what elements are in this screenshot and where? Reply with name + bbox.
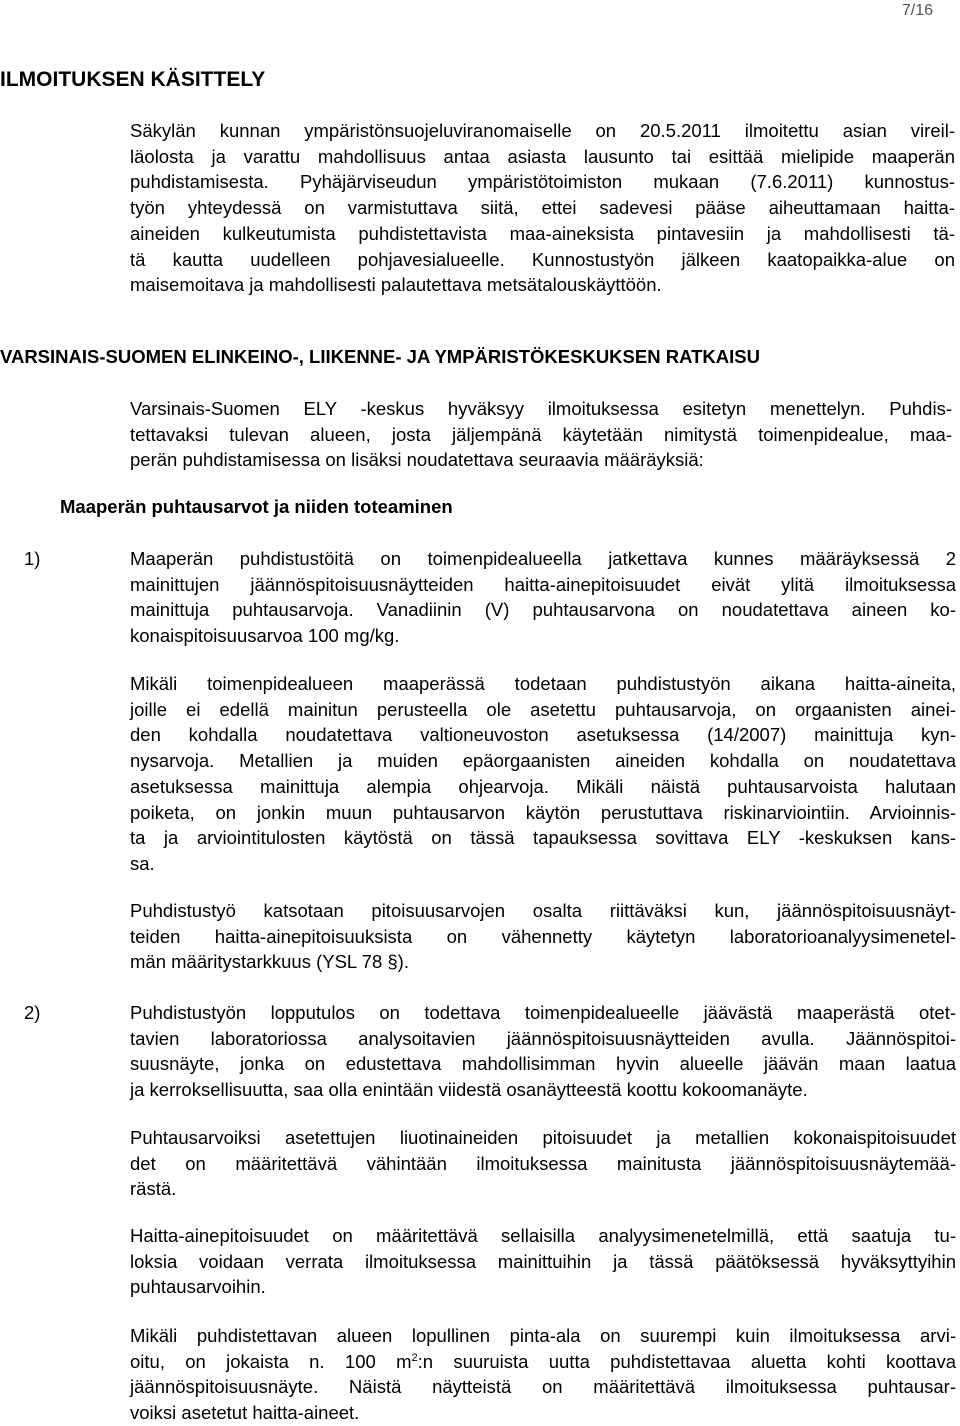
text-line: suusnäyte, jonka on edustettava mahdollisimman hyvin alueelle jäävän maan laatua <box>130 1053 956 1075</box>
puhtausarvoiksi-paragraph <box>130 1125 956 1202</box>
section-heading: ILMOITUKSEN KÄSITTELY <box>0 68 266 91</box>
text-line: aineiden kulkeutumista puhdistettavista maa-aineksista pintavesiin ja mahdollisesti tä- <box>130 222 955 244</box>
subheading: Maaperän puhtausarvot ja niiden toteaminen <box>60 496 453 517</box>
intro-paragraph <box>130 118 955 298</box>
decision-paragraph <box>130 396 952 473</box>
item-1-paragraph <box>130 546 956 649</box>
item-number: 2) <box>24 1002 41 1023</box>
text-line: jäännöspitoisuusnäyte. Näistä näytteistä on määritettävä ilmoituksessa puhtausar- <box>130 1376 956 1398</box>
text-line: maisemoitava ja mahdollisesti palautettava metsätalouskäyttöön. <box>130 274 662 296</box>
text-line: den kohdalla noudatettava valtioneuvoston asetuksessa (14/2007) mainittuja kyn- <box>130 724 956 746</box>
text-line: työn yhteydessä on varmistuttava siitä, ettei sadevesi pääse aiheuttamaan haitta- <box>130 197 955 219</box>
text-line: ja kerroksellisuutta, saa olla enintään viidestä osanäytteestä koottu kokoomanäyte. <box>130 1079 808 1101</box>
text-line: män määritystarkkuus (YSL 78 §). <box>130 951 409 973</box>
text-line: Varsinais-Suomen ELY -keskus hyväksyy ilmoituksessa esitetyn menettelyn. Puhdis- <box>130 398 952 419</box>
text-line: Mikäli toimenpidealueen maaperässä todetaan puhdistustyön aikana haitta-aineita, <box>130 673 956 694</box>
text-line: mainittuja puhtausarvoja. Vanadiinin (V) puhtausarvona on noudatettava aineen ko- <box>130 599 956 621</box>
text-line: teiden haitta-ainepitoisuuksista on vähennetty käytetyn laboratorioanalyysimenetel- <box>130 925 956 947</box>
text-line: asetuksessa mainittuja alempia ohjearvoja. Mikäli näistä puhtausarvoista halutaan <box>130 775 956 797</box>
text-line: läolosta ja varattu mahdollisuus antaa asiasta lausunto tai esittää mielipide maaperän <box>130 145 955 167</box>
item-number: 1) <box>24 548 41 569</box>
text-fragment: :n suuruista uutta puhdistettavaa aluetta kohti koottava <box>417 1350 956 1372</box>
text-line: puhdistamisesta. Pyhäjärviseudun ympäristötoimiston mukaan (7.6.2011) kunnostus- <box>130 171 955 193</box>
text-line: tettavaksi tulevan alueen, josta jäljempänä käytetään nimitystä toimenpidealue, maa- <box>130 423 952 445</box>
text-line: perän puhdistamisessa on lisäksi noudatettava seuraavia määräyksiä: <box>130 449 704 471</box>
text-line: det on määritettävä vähintään ilmoituksessa mainitusta jäännöspitoisuusnäytemää- <box>130 1152 956 1174</box>
text-line: voiksi asetetut haitta-aineet. <box>130 1402 360 1424</box>
text-line: loksia voidaan verrata ilmoituksessa mainittuihin ja tässä päätöksessä hyväksyttyihin <box>130 1250 956 1272</box>
text-line: rästä. <box>130 1178 177 1200</box>
mikali-pinta-ala-paragraph <box>130 1323 956 1426</box>
decision-heading: VARSINAIS-SUOMEN ELINKEINO-, LIIKENNE- JA YMPÄRISTÖKESKUKSEN RATKAISU <box>0 346 760 367</box>
text-line: Säkylän kunnan ympäristönsuojeluviranomaiselle on 20.5.2011 ilmoitettu asian vireil- <box>130 120 955 141</box>
mikali-paragraph <box>130 671 956 877</box>
page-number: 7/16 <box>901 2 933 19</box>
text-line: puhtausarvoihin. <box>130 1276 266 1298</box>
text-line: Maaperän puhdistustöitä on toimenpidealueella jatkettava kunnes määräyksessä 2 <box>130 548 956 569</box>
text-line: Puhdistustyö katsotaan pitoisuusarvojen osalta riittäväksi kun, jäännöspitoisuusnäyt- <box>130 900 956 921</box>
text-line: Puhtausarvoiksi asetettujen liuotinaineiden pitoisuudet ja metallien kokonaispitoisuudet <box>130 1127 956 1148</box>
text-line: tä kautta uudelleen pohjavesialueelle. Kunnostustyön jälkeen kaatopaikka-alue on <box>130 248 955 270</box>
superscript: 2 <box>411 1351 418 1364</box>
puhdistustyo-paragraph <box>130 898 956 975</box>
text-fragment: oitu, on jokaista n. 100 m <box>130 1350 412 1372</box>
text-line: nysarvoja. Metallien ja muiden epäorgaanisten aineiden kohdalla on noudatettava <box>130 750 956 772</box>
text-line: sa. <box>130 852 155 874</box>
text-line: konaispitoisuusarvoa 100 mg/kg. <box>130 625 400 647</box>
item-2-paragraph <box>130 1000 956 1103</box>
text-line: ta ja arviointitulosten käytöstä on tässä tapauksessa sovittava ELY -keskuksen kans- <box>130 827 956 849</box>
text-line: Haitta-ainepitoisuudet on määritettävä sellaisilla analyysimenetelmillä, että saatuja tu- <box>130 1225 956 1246</box>
text-line: mainittujen jäännöspitoisuusnäytteiden haitta-ainepitoisuudet eivät ylitä ilmoituksessa <box>130 573 956 595</box>
text-line: poiketa, on jonkin muun puhtausarvon käytön perustuttava riskinarviointiin. Arvioinnis- <box>130 801 956 823</box>
haitta-paragraph <box>130 1223 956 1300</box>
text-line <box>130 1349 956 1375</box>
text-line: tavien laboratoriossa analysoitavien jäännöspitoisuusnäytteiden avulla. Jäännöspitoi- <box>130 1027 956 1049</box>
text-line: Mikäli puhdistettavan alueen lopullinen pinta-ala on suurempi kuin ilmoituksessa arvi- <box>130 1325 956 1346</box>
text-line: Puhdistustyön lopputulos on todettava toimenpidealueelle jäävästä maaperästä otet- <box>130 1002 956 1023</box>
text-line: joille ei edellä mainitun perusteella ole asetettu puhtausarvoja, on orgaanisten ainei- <box>130 698 956 720</box>
